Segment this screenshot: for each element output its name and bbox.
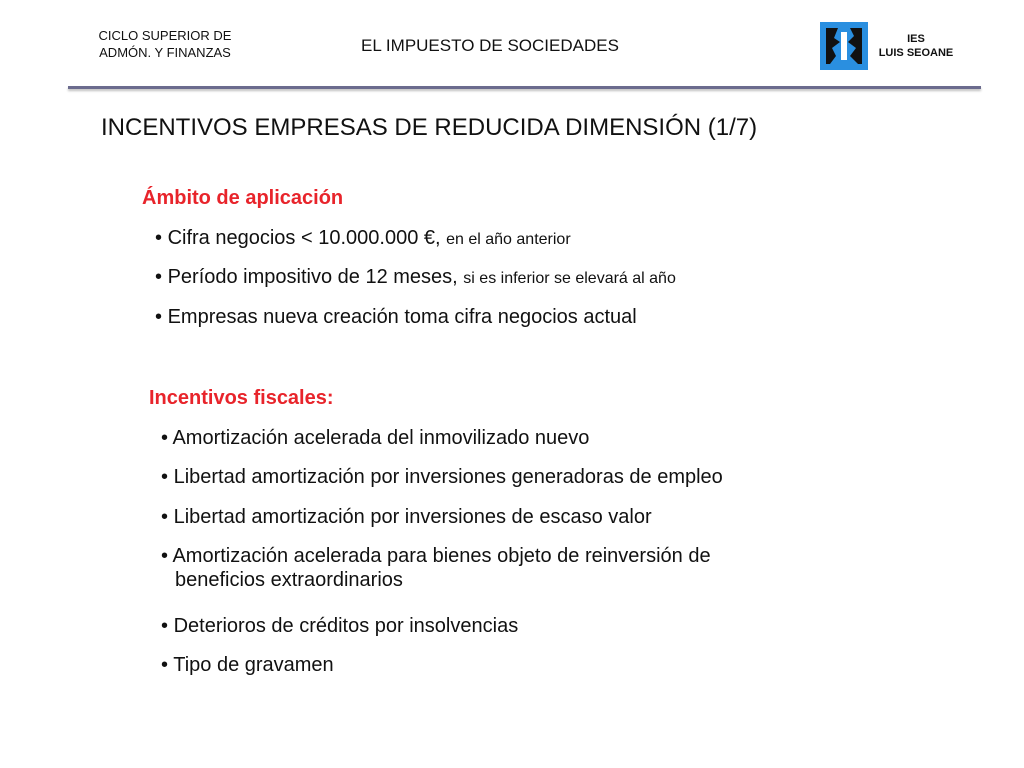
ambito-item-main: Cifra negocios < 10.000.000 €, <box>167 227 441 249</box>
school-name-line2: LUIS SEOANE <box>878 47 954 59</box>
course-label-line1: CICLO SUPERIOR DE <box>98 28 232 43</box>
incentivo-item-continuation: beneficios extraordinarios <box>175 569 403 591</box>
incentivo-item <box>161 505 652 529</box>
ambito-item <box>155 305 637 329</box>
incentivos-heading: Incentivos fiscales: <box>149 387 334 409</box>
ambito-item <box>155 226 571 252</box>
bullet-marker: • <box>161 466 169 488</box>
ambito-item-note: en el año anterior <box>446 231 571 248</box>
incentivo-item-text: Amortización acelerada para bienes objeto de reinversión de <box>172 545 711 567</box>
ambito-item-note: si es inferior se elevará al año <box>463 270 676 287</box>
ambito-item <box>155 265 676 291</box>
bullet-marker: • <box>155 227 163 249</box>
incentivo-item <box>161 653 334 677</box>
bullet-marker: • <box>161 427 169 449</box>
bullet-marker: • <box>161 654 169 676</box>
incentivo-item-text: Amortización acelerada del inmovilizado nuevo <box>172 427 590 449</box>
course-label <box>85 27 245 61</box>
header-divider <box>68 86 981 89</box>
bullet-marker: • <box>155 266 163 288</box>
ambito-item-main: Período impositivo de 12 meses, <box>167 266 458 288</box>
incentivo-item <box>161 614 518 638</box>
topic-header: EL IMPUESTO DE SOCIEDADES <box>361 36 619 55</box>
school-logo-icon <box>820 22 868 70</box>
incentivo-item <box>161 544 711 592</box>
incentivo-item-text: Libertad amortización por inversiones de escaso valor <box>173 506 652 528</box>
bullet-marker: • <box>161 545 169 567</box>
course-label-line2: ADMÓN. Y FINANZAS <box>99 45 231 60</box>
school-name-line1: IES <box>907 33 925 45</box>
bullet-marker: • <box>161 506 169 528</box>
incentivo-item-text: Tipo de gravamen <box>173 654 334 676</box>
bullet-marker: • <box>155 306 163 328</box>
incentivo-item <box>161 426 589 450</box>
bullet-marker: • <box>161 615 169 637</box>
page-title: INCENTIVOS EMPRESAS DE REDUCIDA DIMENSIÓN (1/7) <box>101 114 758 141</box>
incentivo-item-text: Libertad amortización por inversiones generadoras de empleo <box>173 466 723 488</box>
ambito-item-main: Empresas nueva creación toma cifra negocios actual <box>167 306 637 328</box>
school-name <box>868 32 964 60</box>
incentivo-item-text: Deterioros de créditos por insolvencias <box>173 615 519 637</box>
ambito-heading: Ámbito de aplicación <box>142 187 344 209</box>
incentivo-item <box>161 465 723 489</box>
